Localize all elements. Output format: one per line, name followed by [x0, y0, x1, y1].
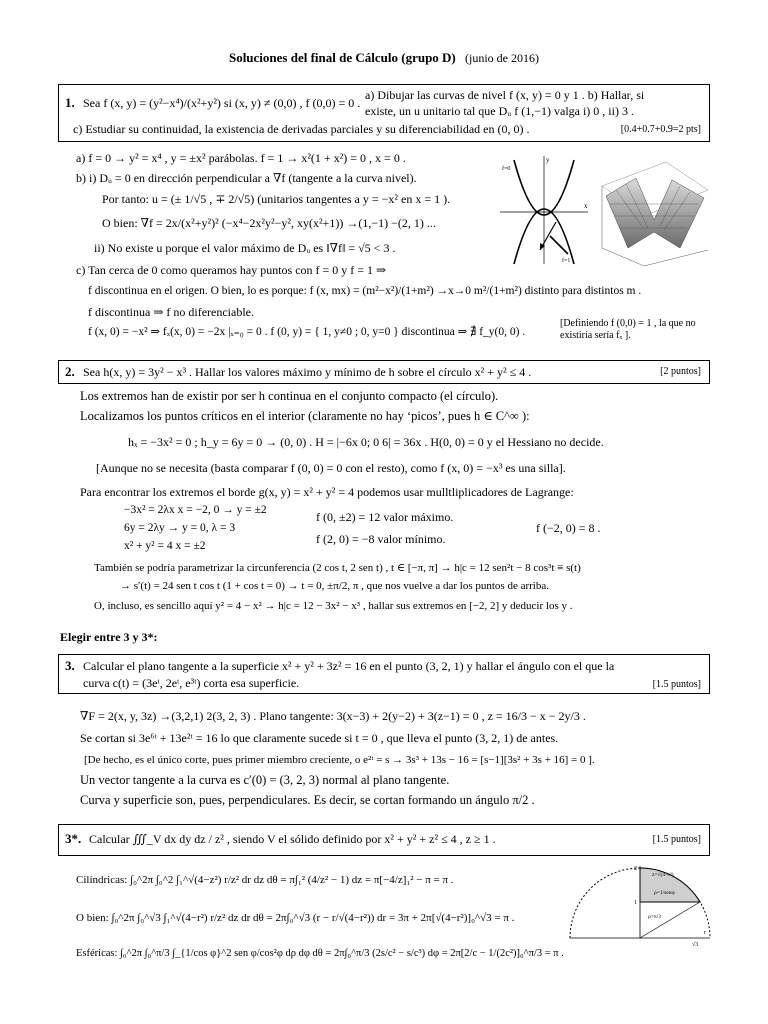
surface-3d-plot [596, 156, 712, 268]
problem-3star-points: [1.5 puntos] [652, 834, 701, 845]
p2-max: f (0, ±2) = 12 valor máximo. [316, 510, 454, 524]
plot-axis-x: x [584, 202, 588, 210]
problem-1-part-b2: existe, un u unitario tal que Dᵤ f (1,−1) valga i) 0 , ii) 3 . [365, 104, 634, 118]
p3-sol-2: Se cortan si 3e⁶ᵗ + 13e²ᵗ = 16 lo que claramente sucede si t = 0 , que lleva el punto (3, 2, 1) de antes. [80, 731, 559, 745]
p1-sol-c4: f (x, 0) = −x² ⇒ fₓ(x, 0) = −2x |ₓ₌₀ = 0 . f (0, y) = { 1, y≠0 ; 0, y=0 } discontinua ⇒ ∄ f_y(0, 0) . [88, 326, 526, 338]
problem-3star-box [58, 824, 710, 856]
plot-label-f1: f=1 [562, 258, 571, 264]
problem-3-points: [1.5 puntos] [652, 679, 701, 690]
title-date: (junio de 2016) [465, 51, 540, 65]
fig-label-low: ρ=π/3 [648, 914, 661, 920]
p1-sol-c1: c) Tan cerca de 0 como queramos hay puntos con f = 0 y f = 1 ⇒ [76, 263, 387, 277]
p2-lagrange-2: 6y = 2λy → y = 0, λ = 3 [124, 522, 236, 534]
p2-min: f (2, 0) = −8 valor mínimo. [316, 532, 446, 546]
problem-3-statement-a: Calcular el plano tangente a la superficie x² + y² + 3z² = 16 en el punto (3, 2, 1) y hallar el ángulo con el que la [83, 659, 615, 673]
p1-sol-b4: ii) No existe u porque el valor máximo de Dᵤ es ‖∇f‖ = √5 < 3 . [94, 241, 396, 255]
choose-heading: Elegir entre 3 y 3*: [60, 630, 158, 644]
p2-sol-param-2: → s′(t) = 24 sen t cos t (1 + cos t = 0) → t = 0, ±π/2, π , que nos vuelve a dar los puntos de arriba. [120, 580, 549, 592]
problem-2-statement: Sea h(x, y) = 3y² − x³ . Hallar los valores máximo y mínimo de h sobre el círculo x² + y² ≤ 4 . [83, 365, 532, 379]
fig-label-sqrt3: √3 [692, 942, 699, 948]
problem-1-points: [0.4+0.7+0.9=2 pts] [620, 124, 701, 135]
p2-sol-1: Los extremos han de existir por ser h continua en el conjunto compacto (el círculo). [80, 389, 499, 403]
plot-axis-y: y [546, 156, 550, 164]
p2-sol-4: [Aunque no se necesita (basta comparar f (0, 0) = 0 con el resto), como f (x, 0) = −x³ es una silla]. [96, 461, 566, 475]
p2-sol-param-1: También se podría parametrizar la circunferencia (2 cos t, 2 sen t) , t ∈ [−π, π] → h|c = 12 sen²t − 8 cos³t ≡ s(t) [94, 562, 581, 574]
p3-sol-1: ∇F = 2(x, y, 3z) →(3,2,1) 2(3, 2, 3) . Plano tangente: 3(x−3) + 2(y−2) + 3(z−1) = 0 , z = 16/3 − x − 2y/3 . [80, 709, 586, 723]
problem-3-statement-b: curva c(t) = (3eᵗ, 2eᵗ, e³ᵗ) corta esa superficie. [83, 676, 300, 690]
p3-sol-3: [De hecho, es el único corte, pues primer miembro creciente, o e²ᵗ = s → 3s³ + 13s − 16 = [s−1][3s² + 3s + 16] = 0 ]. [84, 754, 595, 766]
p3s-sol-esf: Esféricas: ∫₀^2π ∫₀^π/3 ∫_{1/cos φ}^2 sen φ/cos²φ dρ dφ dθ = 2π∫₀^π/3 (2s/c² − s/c³) dφ = 2π[2/c − 1/(2c²)]₀^π/3 = π . [76, 948, 564, 959]
p1-sol-b3: O bien: ∇f = 2x/(x²+y²)² (−x⁴−2x²y²−y², xy(x²+1)) →(1,−1) −(2, 1) ... [102, 216, 436, 230]
p2-sol-3: hₓ = −3x² = 0 ; h_y = 6y = 0 → (0, 0) . H = |−6x 0; 0 6| = 36x . H(0, 0) = 0 y el Hessiano no decide. [128, 435, 604, 449]
p1-sol-b2: Por tanto: u = (± 1/√5 , ∓ 2/√5) (unitarios tangentes a y = −x² en x = 1 ). [102, 192, 451, 206]
p1-sol-a: a) f = 0 → y² = x⁴ , y = ±x² parábolas. f = 1 → x²(1 + x²) = 0 , x = 0 . [76, 151, 406, 165]
p3s-sol-bien: O bien: ∫₀^2π ∫₀^√3 ∫₁^√(4−r²) r/z² dz dr dθ = 2π∫₀^√3 (r − r/√(4−r²)) dr = 3π + 2π[√(4−r²)]₀^√3 = π . [76, 912, 515, 924]
problem-2-box [58, 360, 710, 384]
fig-label-r: r [704, 930, 706, 936]
p1-sol-b1: b) i) Dᵤ = 0 en dirección perpendicular a ∇f (tangente a la curva nivel). [76, 171, 417, 185]
document-title [0, 50, 768, 66]
p2-sol-2: Localizamos los puntos críticos en el interior (claramente no hay ‘picos’, pues h ∈ C^∞ ): [80, 409, 530, 423]
level-curves-plot [496, 150, 592, 268]
plot-label-f0: f=0 [502, 166, 511, 172]
integration-region-figure [564, 862, 714, 948]
p1-sol-c3: f discontinua ⇒ f no diferenciable. [88, 305, 254, 319]
p2-other: f (−2, 0) = 8 . [536, 521, 601, 535]
p2-lagrange-1: −3x² = 2λx x = −2, 0 → y = ±2 [124, 504, 267, 516]
p1-sol-c2: f discontinua en el origen. O bien, lo es porque: f (x, mx) = (m²−x²)/(1+m²) →x→0 m²/(1+m²) distinto para distintos m . [88, 285, 642, 297]
p2-sol-param-3: O, incluso, es sencillo aquí y² = 4 − x² → h|c = 12 − 3x² − x³ , hallar sus extremos en [−2, 2] y deducir los y . [94, 600, 573, 612]
p1-sol-c5: [Definiendo f (0,0) = 1 , la que no existiría sería fₓ ]. [560, 318, 696, 341]
p2-sol-5: Para encontrar los extremos el borde g(x, y) = x² + y² = 4 podemos usar mulltliplicadores de Lagrange: [80, 485, 574, 499]
fig-label-top: z=√(4−r²) [652, 872, 674, 878]
title-main: Soluciones del final de Cálculo (grupo D) [228, 50, 456, 65]
problem-2-points: [2 puntos] [660, 366, 701, 377]
p3s-sol-cil: Cilíndricas: ∫₀^2π ∫₀^2 ∫₁^√(4−z²) r/z² dr dz dθ = π∫₁² (4/z² − 1) dz = π[−4/z]₁² − π = π . [76, 874, 454, 886]
problem-3star-statement: Calcular ∭_V dx dy dz / z² , siendo V el sólido definido por x² + y² + z² ≤ 4 , z ≥ 1 . [89, 832, 496, 846]
p2-lagrange-3: x² + y² = 4 x = ±2 [124, 540, 206, 552]
problem-1-part-c: c) Estudiar su continuidad, la existencia de derivadas parciales y su diferenciabilidad en (0, 0) . [73, 122, 530, 136]
p3-sol-4: Un vector tangente a la curva es c′(0) = (3, 2, 3) normal al plano tangente. [80, 773, 450, 787]
fig-label-mid: ρ=1/senφ [654, 890, 675, 896]
problem-1-part-ab: a) Dibujar las curvas de nivel f (x, y) = 0 y 1 . b) Hallar, si [365, 88, 645, 102]
fig-label-one: 1 [634, 900, 637, 906]
problem-1-box [58, 84, 710, 142]
p3-sol-5: Curva y superficie son, pues, perpendiculares. Es decir, se cortan formando un ángulo π/2 . [80, 793, 535, 807]
problem-1-function: Sea f (x, y) = (y²−x⁴)/(x²+y²) si (x, y) ≠ (0,0) , f (0,0) = 0 . [83, 96, 361, 110]
problem-3-box [58, 654, 710, 694]
fig-label-two: 2 [634, 866, 637, 872]
problem-2-number: 2. [65, 364, 75, 379]
problem-3-number: 3. [65, 658, 75, 673]
problem-3star-number: 3*. [65, 831, 82, 846]
problem-1-number: 1. [65, 95, 75, 110]
